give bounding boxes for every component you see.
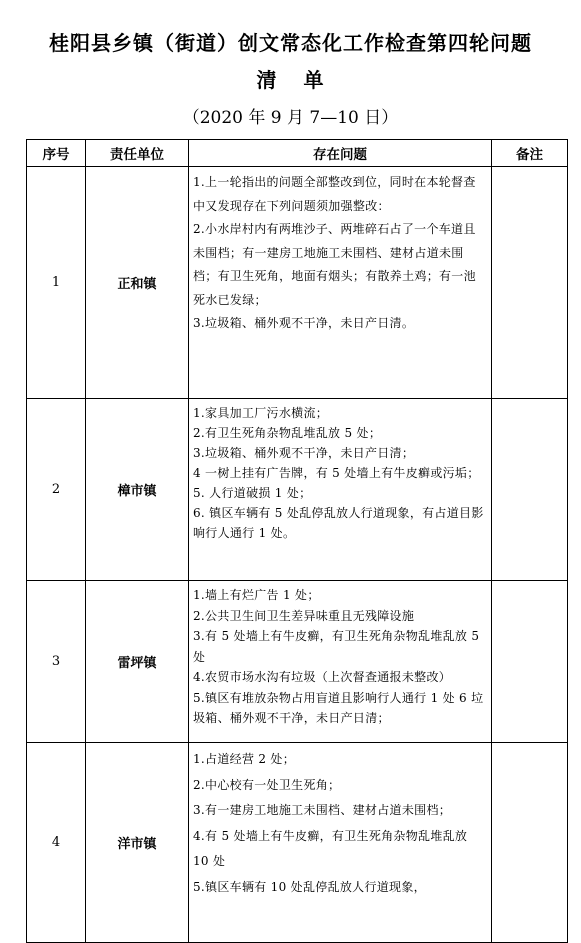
issue-item: 5.镇区车辆有 10 处乱停乱放人行道现象， (193, 879, 426, 894)
note-cell (492, 399, 568, 581)
table-header-row (27, 140, 568, 167)
issue-item: 2.中心校有一处卫生死角； (193, 777, 341, 792)
issue-item: 3.有 5 处墙上有牛皮癣，有卫生死角杂物乱堆乱放 5 处 (193, 629, 480, 664)
issue-item: 2.有卫生死角杂物乱堆乱放 5 处； (193, 426, 382, 440)
issue-item: 1.墙上有烂广告 1 处； (193, 588, 320, 602)
issue-item: 5.镇区有堆放杂物占用盲道且影响行人通行 1 处 6 垃圾箱、桶外观不干净，未日产日清； (193, 690, 484, 725)
table-row (27, 399, 568, 581)
note-cell (492, 167, 568, 399)
issue-list (189, 581, 492, 743)
issue-item: 1.上一轮指出的问题全部整改到位，同时在本轮督查中又发现存在下列问题须加强整改： (193, 175, 476, 213)
document-subtitle: 清 单 (256, 68, 325, 92)
row-number: 2 (27, 399, 86, 581)
table-row (27, 167, 568, 399)
column-header-number: 序号 (27, 140, 86, 167)
issue-item: 1.家具加工厂污水横流； (193, 406, 329, 420)
issue-item: 2.小水岸村内有两堆沙子、两堆碎石占了一个车道且未围档；有一建房工地施工未围档、建材占道未围档；有卫生死角，地面有烟头；有散养土鸡；有一池死水已发绿； (193, 222, 476, 307)
responsible-unit: 樟市镇 (86, 399, 189, 581)
issue-item: 6. 镇区车辆有 5 处乱停乱放人行道现象，有占道目影响行人通行 1 处。 (193, 506, 484, 540)
issue-item: 4.农贸市场水沟有垃圾（上次督查通报未整改） (193, 670, 452, 684)
column-header-notes: 备注 (492, 140, 568, 167)
issue-item: 3.垃圾箱、桶外观不干净，未日产日清； (193, 446, 415, 460)
issue-item: 1.占道经营 2 处； (193, 752, 296, 766)
issue-item: 4 一树上挂有广告牌，有 5 处墙上有牛皮癣或污垢； (193, 466, 480, 480)
table-row (27, 743, 568, 943)
issue-list (189, 399, 492, 581)
column-header-issues: 存在问题 (189, 140, 492, 167)
date-range: （2020 年 9 月 7—10 日） (182, 108, 399, 128)
note-cell (492, 743, 568, 943)
issue-item: 3.垃圾箱、桶外观不干净，未日产日清。 (193, 316, 415, 330)
note-cell (492, 581, 568, 743)
issue-item: 4.有 5 处墙上有牛皮癣，有卫生死角杂物乱堆乱放 10 处 (193, 828, 468, 868)
row-number: 1 (27, 167, 86, 399)
issue-item: 5. 人行道破损 1 处； (193, 486, 312, 500)
issue-list (189, 167, 492, 399)
responsible-unit: 正和镇 (86, 167, 189, 399)
column-header-unit: 责任单位 (86, 140, 189, 167)
issue-list (189, 743, 492, 943)
row-number: 3 (27, 581, 86, 743)
row-number: 4 (27, 743, 86, 943)
issue-table (26, 139, 568, 943)
responsible-unit: 洋市镇 (86, 743, 189, 943)
table-row (27, 581, 568, 743)
responsible-unit: 雷坪镇 (86, 581, 189, 743)
issue-item: 2.公共卫生间卫生差异味重且无残障设施 (193, 608, 415, 623)
issue-item: 3.有一建房工地施工未围档、建材占道未围档； (193, 803, 452, 817)
document-title: 桂阳县乡镇（街道）创文常态化工作检查第四轮问题 (49, 31, 532, 55)
